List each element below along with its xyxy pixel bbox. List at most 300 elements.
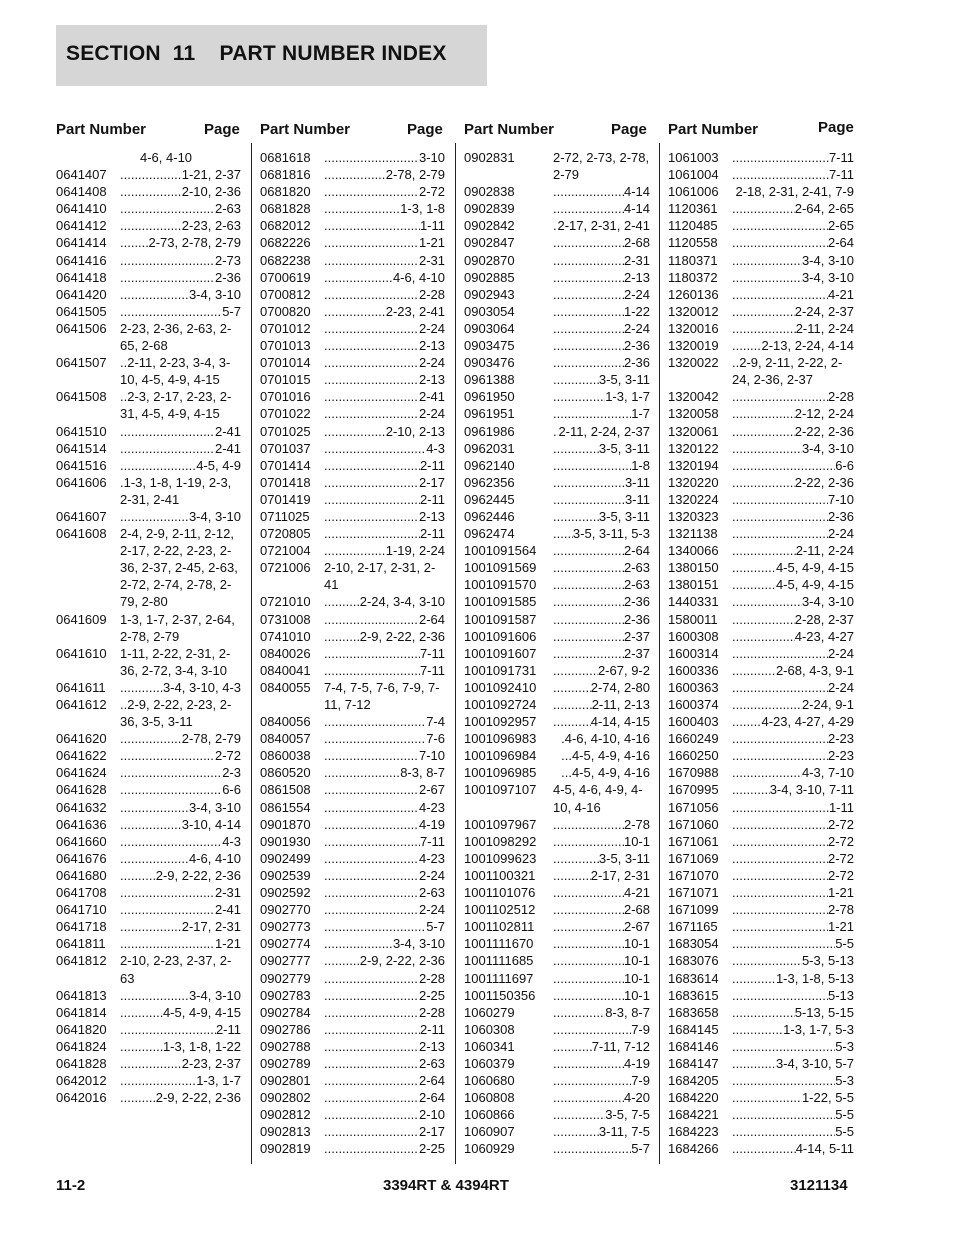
dot-leader [324,200,400,217]
index-entry [260,713,445,730]
dot-leader [553,1123,599,1140]
part-number: 0641506 [56,320,107,336]
dot-leader [120,730,182,747]
page-refs: 2-41 [214,902,241,918]
dot-leader [120,166,182,183]
index-entry [260,542,445,559]
dot-leader [324,1038,419,1055]
index-entry [260,440,445,457]
part-number: 0902784 [260,1004,311,1020]
dot-leader [324,474,419,491]
index-entry [260,970,445,987]
part-number: 1671060 [668,816,719,832]
part-number: 1320194 [668,457,719,473]
index-entry [668,816,854,833]
part-number: 1060808 [464,1090,515,1106]
dot-leader [553,388,605,405]
part-number: 1001091569 [464,560,537,576]
dot-leader [732,423,795,440]
part-number: 0641660 [56,833,107,849]
page-refs: 1-3, 1-8, 1-22 [162,1038,241,1054]
index-entry [56,388,241,422]
dot-leader [120,440,215,457]
part-number: 1060907 [464,1124,515,1140]
page-refs: 3-4, 3-10 [801,594,854,610]
page-refs: 3-4, 3-10 [188,799,241,815]
page-refs: 2-74, 2-80 [590,679,650,695]
page-refs: 4-23 [418,799,445,815]
dot-leader [732,645,828,662]
page-refs: 2-9, 2-22, 2-36 [359,628,445,644]
page-refs: 2-24 [418,406,445,422]
dot-leader [553,1055,624,1072]
part-number: 1120485 [668,218,718,234]
index-entry [464,850,650,867]
index-rows [56,149,241,1106]
index-entry [668,252,854,269]
part-number: 1001111670 [464,936,534,952]
dot-leader [120,781,222,798]
dot-leader [732,747,828,764]
part-number: 0701014 [260,355,311,371]
page-refs: 2-41 [418,389,445,405]
part-number: 0701016 [260,389,311,405]
part-number: 0682012 [260,218,311,234]
index-entry [56,286,241,303]
dot-leader [324,1089,419,1106]
index-entry [464,423,650,440]
part-number: 0641412 [56,218,107,234]
index-entry [260,183,445,200]
dot-leader [732,337,761,354]
dot-leader [732,320,796,337]
dot-leader [120,1055,182,1072]
page-refs: 2-11, 2-24 [795,320,854,336]
part-number: 0721004 [260,543,311,559]
dot-leader [553,576,624,593]
dot-leader [324,884,419,901]
part-number: 0641636 [56,816,107,832]
page-refs: 2-31 [418,252,445,268]
part-number: 0962445 [464,491,515,507]
dot-leader [324,371,419,388]
index-entry [464,508,650,525]
part-number: 0840057 [260,731,311,747]
part-number: 0902539 [260,867,311,883]
page-refs: 2-22, 2-36 [794,474,854,490]
part-number: 0860038 [260,748,311,764]
dot-leader [324,149,419,166]
index-entry [260,816,445,833]
index-entry [260,371,445,388]
part-number: 1683614 [668,970,719,986]
index-entry [464,576,650,593]
part-number: 1683658 [668,1004,719,1020]
part-number: 0861554 [260,799,311,815]
part-number: 0641408 [56,184,107,200]
page-refs: 2-11, 2-13 [591,697,650,712]
dot-leader [732,816,828,833]
page-header: Page [818,119,854,136]
dot-leader [553,559,624,576]
page-refs: 2-13 [418,508,445,524]
page-refs: 5-13, 5-15 [794,1004,854,1020]
dot-leader [553,901,624,918]
page-refs: 3-5, 3-11 [598,850,650,866]
page-refs: 2-36 [623,611,650,627]
part-number: 0902801 [260,1073,311,1089]
page-refs: 3-10 [418,150,445,165]
part-number: 1060929 [464,1141,515,1157]
dot-leader [324,303,386,320]
index-entry [56,867,241,884]
page-refs: 2-73 [214,252,241,268]
page-refs: 4-3, 7-10 [801,765,854,781]
page-refs: 7-10 [827,491,854,507]
dot-leader [120,1089,156,1106]
index-entry [464,183,650,200]
part-number: 0641718 [56,919,107,935]
page-refs: 3-4, 3-10 [188,286,241,302]
index-entry [668,970,854,987]
part-number: 0903064 [464,320,515,336]
column-divider [455,143,456,1164]
part-number: 0701022 [260,406,311,422]
part-number-header: Part Number [668,121,759,138]
part-number: 1001096983 [464,731,537,747]
dot-leader [120,200,215,217]
index-entry [56,440,241,457]
dot-leader [120,764,222,781]
part-number: 0641620 [56,731,107,747]
page-refs: 2-78 [827,902,854,918]
part-number: 1684146 [668,1038,719,1054]
page-refs: 4-6, 4-10 [188,850,241,866]
index-entry [668,918,854,935]
page-refs: 2-24 [623,320,650,336]
part-number: 1061004 [668,167,719,183]
dot-leader [732,952,802,969]
dot-leader [324,491,420,508]
page-refs: 10-1 [623,953,650,969]
part-number: 1001099623 [464,850,537,866]
part-number: 0902813 [260,1124,311,1140]
dot-leader [553,354,624,371]
page-refs: 2-23, 2-37 [181,1055,241,1071]
page-refs: 10-1 [623,970,650,986]
part-number: 0961388 [464,372,515,388]
section-title-bar [56,25,487,86]
dot-leader [732,491,828,508]
index-entry [56,987,241,1004]
page-refs: 2-31 [623,252,650,268]
part-number: 1001091731 [464,662,537,678]
page-refs: 2-24 [827,679,854,695]
index-entry [464,970,650,987]
page-refs: 7-9 [631,1021,650,1037]
part-number: 0701418 [260,474,311,490]
page-refs: 3-11, 7-5 [598,1124,650,1140]
part-number: 1683615 [668,987,719,1003]
page-refs: 2-9, 2-22, 2-36 [155,1090,241,1106]
part-number: 1001101076 [464,885,536,901]
dot-leader [553,987,624,1004]
part-number: 1600363 [668,679,719,695]
page-refs: .4-6, 4-10, 4-16 [561,731,650,747]
part-number: 0641514 [56,440,107,456]
page-refs: 2-28 [418,286,445,302]
page-refs: 2-72 [827,867,854,883]
index-entry [668,388,854,405]
dot-leader [553,303,624,320]
index-entry [668,149,854,166]
dot-leader [120,234,148,251]
page-refs: 2-10, 2-17, 2-31, 2-41 [324,560,436,593]
index-entry [260,320,445,337]
part-number: 1001091570 [464,577,537,593]
dot-leader [324,645,420,662]
part-number: 1180371 [668,252,718,268]
page-header: Page [407,121,443,138]
part-number: 1684145 [668,1021,719,1037]
page-refs: 2-11, 2-24 [795,543,854,559]
page-refs: 2-17, 2-31 [590,867,650,883]
part-number: 1684221 [668,1107,719,1123]
column-divider [251,143,252,1164]
dot-leader [120,457,196,474]
index-entry [464,1123,650,1140]
index-entry [56,1089,241,1106]
column-divider [659,143,660,1164]
column-header [464,119,650,149]
footer-document-number: 3121134 [790,1177,848,1194]
part-number: 1320224 [668,491,719,507]
index-entry [56,781,241,798]
dot-leader [553,474,625,491]
index-entry [668,525,854,542]
index-entry [260,149,445,166]
page-refs: 1-3, 1-7, 5-3 [783,1021,854,1037]
part-number: 0700812 [260,286,311,302]
dot-leader [553,1038,592,1055]
page-refs: 2-63 [623,577,650,593]
index-entry [464,935,650,952]
part-number: 1684220 [668,1090,719,1106]
page-refs: 7-11 [419,833,445,849]
part-number: 0641407 [56,167,107,183]
part-number: 0701037 [260,440,311,456]
part-number: 1440331 [668,594,719,610]
dot-leader [553,611,624,628]
index-entry [260,1106,445,1123]
dot-leader [732,935,835,952]
page-refs: ..2-9, 2-22, 2-23, 2-36, 3-5, 3-11 [120,697,232,730]
dot-leader [553,252,624,269]
part-number: 1320016 [668,320,719,336]
index-entry [464,679,650,696]
dot-leader [732,234,828,251]
index-entry [260,1038,445,1055]
dot-leader [732,200,795,217]
part-number: 1001091585 [464,594,537,610]
page-refs: 2-13 [418,1038,445,1054]
dot-leader [732,679,828,696]
part-number: 0902777 [260,953,311,969]
page-refs: 7-4, 7-5, 7-6, 7-9, 7-11, 7-12 [324,679,440,712]
dot-leader [553,269,624,286]
part-number: 0641628 [56,782,107,798]
page-refs: 2-25 [418,987,445,1003]
page-refs: 5-7 [631,1141,650,1157]
index-entry [260,764,445,781]
part-number: 0641812 [56,953,107,969]
index-entry [260,252,445,269]
dot-leader [553,337,624,354]
part-number: 0721010 [260,594,311,610]
index-entry [260,918,445,935]
part-number: 1001102512 [464,902,536,918]
page-refs: 4-5, 4-9, 4-15 [775,577,854,593]
part-number: 1671056 [668,799,719,815]
page-refs: 2-31 [214,885,241,901]
page-refs: 2-24, 3-4, 3-10 [359,594,445,610]
page-refs: 2-36 [827,508,854,524]
index-entry [464,816,650,833]
index-entry [260,286,445,303]
dot-leader [324,1072,419,1089]
page-refs: 2-72 [827,850,854,866]
part-number-header: Part Number [464,121,555,138]
dot-leader [732,918,828,935]
part-number: 0721006 [260,560,311,576]
part-number: 0682226 [260,235,311,251]
dot-leader [324,234,419,251]
dot-leader [553,1089,624,1106]
part-number: 0962446 [464,508,515,524]
part-number: 0840041 [260,662,311,678]
index-entry [464,1004,650,1021]
dot-leader [553,884,624,901]
dot-leader [324,440,426,457]
column-header [56,119,241,149]
part-number: 0902802 [260,1090,311,1106]
part-number: 1320122 [668,440,719,456]
part-number: 1060308 [464,1021,515,1037]
part-number: 0641414 [56,235,107,251]
page-refs: 2-67 [418,782,445,798]
index-entry [668,1021,854,1038]
page-refs: 2-72 [418,184,445,200]
part-number: 1260136 [668,286,719,302]
index-entry [668,166,854,183]
page-refs: 2-13, 2-24, 4-14 [761,338,854,354]
page-refs: 1-21, 2-37 [181,167,241,183]
page-refs: 4-14 [623,184,650,200]
index-entry [464,491,650,508]
part-number: 1683076 [668,953,719,969]
part-number: 0641607 [56,508,107,524]
index-entry [464,1089,650,1106]
index-entry [668,764,854,781]
part-number: 1600314 [668,645,719,661]
part-number: 0641710 [56,902,107,918]
page-refs: 4-5, 4-6, 4-9, 4-10, 4-16 [553,782,643,815]
part-number: 0902847 [464,235,515,251]
part-number: 0901870 [260,816,311,832]
index-entry [260,987,445,1004]
part-number: 0641508 [56,389,107,405]
index-entry [260,525,445,542]
dot-leader [324,457,420,474]
index-entry [464,354,650,371]
page-refs: 1-3, 1-8, 5-13 [775,970,854,986]
page-refs: 8-3, 8-7 [400,765,445,781]
index-entry [56,252,241,269]
page-refs: 2-73, 2-78, 2-79 [148,235,241,251]
dot-leader [553,286,624,303]
part-number: 0902838 [464,184,515,200]
dot-leader [120,747,215,764]
index-entry [56,918,241,935]
part-number: 0681820 [260,184,311,200]
index-entry [464,286,650,303]
part-number: 0731008 [260,611,311,627]
page-refs: 2-28 [827,389,854,405]
page-refs: 5-3 [835,1038,854,1054]
part-number: 1600336 [668,662,719,678]
index-entry [668,1140,854,1157]
page-refs: 2-24 [623,286,650,302]
dot-leader [120,423,215,440]
part-number: 1001100321 [464,867,536,883]
part-number: 0681828 [260,201,311,217]
page-refs: 2-17 [418,474,445,490]
part-number: 1001097967 [464,816,537,832]
index-entry [260,611,445,628]
dot-leader [732,1140,796,1157]
index-entry [668,576,854,593]
page-refs: 2-22, 2-36 [794,423,854,439]
index-entry [260,303,445,320]
part-number: 0902783 [260,987,311,1003]
dot-leader [120,217,182,234]
page-refs: ..2-3, 2-17, 2-23, 2-31, 4-5, 4-9, 4-15 [120,389,232,422]
index-entry [668,320,854,337]
dot-leader [553,662,598,679]
index-entry [464,337,650,354]
dot-leader [120,918,182,935]
index-entry [464,269,650,286]
dot-leader [732,1004,795,1021]
index-column-4 [668,119,854,1158]
page-refs: 2-11 [419,526,445,542]
index-entry [668,901,854,918]
index-entry [260,388,445,405]
dot-leader [324,1123,419,1140]
page-refs: 3-5, 3-11 [598,508,650,524]
part-number: 1060379 [464,1055,515,1071]
dot-leader [324,1055,419,1072]
page-refs: 2-3 [222,765,241,781]
index-entry [56,1072,241,1089]
index-entry [260,662,445,679]
index-entry [668,662,854,679]
page-refs: 3-4, 3-10 [392,936,445,952]
page-refs: 1-8 [631,457,650,473]
dot-leader [324,1004,419,1021]
part-number: 0840026 [260,645,311,661]
page-refs: 3-4, 3-10, 4-3 [162,679,241,695]
